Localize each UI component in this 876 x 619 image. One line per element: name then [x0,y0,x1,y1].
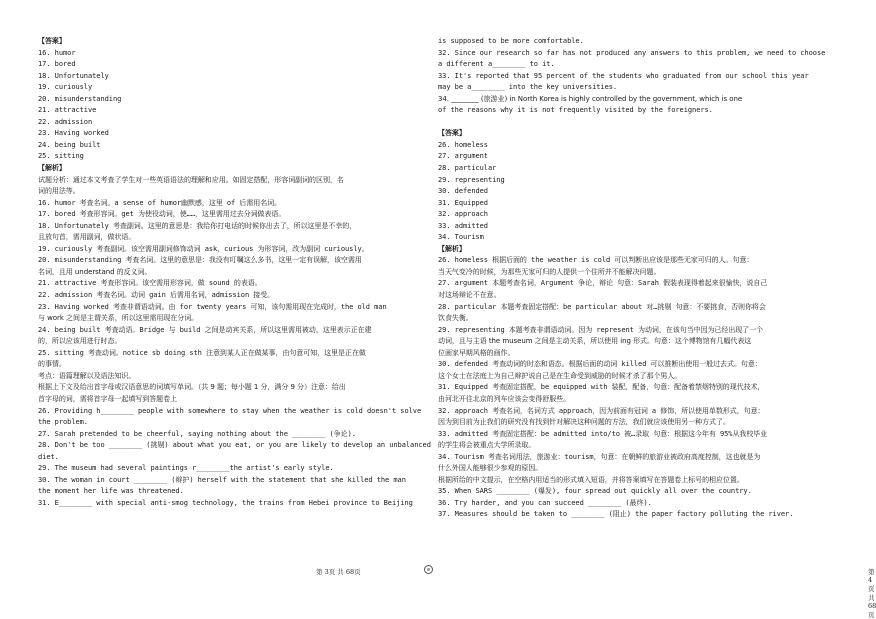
text-line [438,117,836,129]
text-line: 28. Don't be too ________ (挑剔) about what you eat, or you are likely to develop an unbalanced [38,441,431,450]
text-line: 27. argument [438,152,488,161]
text-line: 24. being built [38,140,101,149]
text-line: 的事情。 [38,360,66,369]
text-line: 27. argument 本题考查名词，Argument 争论，辩论 句意：Sarah 假装表现得着起来很愉快，说自己 [438,279,768,288]
text-line: 16. humor 考查名词。a sense of humor幽默感，这里 of 后需用名词。 [38,198,282,207]
text-line: 26. Providing h________ people with somewhere to stay when the weather is cold doesn't solve [38,406,422,415]
text-line: 34. Tourism 考查名词用法，旅游业：tourism，句意：在朝鲜的旅游业被政府高度控制，这也就是为 [438,452,761,461]
text-line: 由河北开往北京的列车应该会变得舒服些。 [438,394,571,403]
text-line: 20. misunderstanding [38,94,122,103]
text-line: 29. representing [438,175,505,184]
text-line: 17. bored [38,60,76,69]
text-line: 24. being built 考查动语。Bridge 与 build 之间是动宾关系，所以这里需用被动，这里表示正在建 [38,325,372,334]
text-line: 位画家早期风格的画作。 [438,348,515,357]
text-line: the problem. [38,418,88,427]
text-line: 名词，且用 understand 的反义词。 [38,267,152,276]
text-line: 【解析】 [438,244,466,253]
text-line: of the reasons why it is not frequently visited by the foreigners. [438,106,713,115]
text-line: 19. curiously [38,83,93,92]
text-line: 动词，且与主语 the museum 之间是主动关系，所以使用 ing 形式。句意：这个博物馆有几幅代表这 [438,337,752,346]
text-line: 28. particular 本题考查固定搭配：be particular about 对…挑剔 句意：不要挑食，否则你将会 [438,302,766,311]
text-line: 22. admission 考查名词。动词 gain 后需用名词，admission 接受。 [38,291,275,300]
text-line: 32. approach [438,210,488,219]
text-line: 21. attractive 考查形容词。该空需用形容词，做 sound 的表语。 [38,279,262,288]
text-line: 19. curiously 考查副词。该空需用副词修饰动词 ask，curious 为形容词，改为副词 curiously。 [38,244,369,253]
text-line: 词的用法等。 [38,187,80,196]
text-line: 饮食失衡。 [438,314,473,323]
text-line: is supposed to be more comfortable. [438,37,584,45]
text-line: 根据所给的中文提示，在空格内用适当的形式填入短语，并将答案填写在答题卷上标号的相应位置。 [438,475,744,484]
text-line: 18. Unfortunately 考查副词。这里的意思是：我给你打电话的时候你出去了，所以这里是不幸的， [38,221,357,230]
text-line: a different a________ to it. [438,60,555,69]
text-line: 33. admitted [438,221,488,230]
text-line: 的学生将会被重点大学所录取。 [438,441,536,450]
text-line: 37. Measures should be taken to ________ (阻止) the paper factory polluting the river. [438,510,794,519]
text-line: 20. misunderstanding 考查名词。这里的意思是：我没有叮嘱这么多书，这里一定有误解，该空需用 [38,256,362,265]
text-line: diet. [38,452,59,461]
text-line: 17. bored 考查形容词。get 为使役动词，使……，这里需用过去分词做表语。 [38,210,286,219]
text-line: 首字母的词，需将首字母一起填写到答题卷上 [38,394,177,403]
text-line: 35. When SARS ________ (爆发), four spread out quickly all over the country. [438,487,752,496]
text-line: 36. Try harder, and you can succeed ________ (最终). [438,498,652,507]
left-page-footer: 第 3页 共 68页 [316,568,361,576]
text-line: 【答案】 [38,37,66,45]
text-line: 29. representing 本题考查非谓语动词。因为 represent 为动词，在该句当中因为已经出现了一个 [438,325,764,334]
text-line: 30. defended [438,187,488,196]
text-line: 什么外国人能够很少参观的原因。 [438,464,543,473]
text-line: the moment her life was threatened. [38,487,184,496]
text-line: 25. sitting [38,152,84,161]
text-line: 试题分析：通过本文考查了学生对一些英语语法的理解和应用。如固定搭配，形容词副词的区别，名 [38,175,344,184]
text-line: 的，所以应该用进行时态。 [38,337,122,346]
text-line: 23. Having worked [38,129,109,138]
text-line: 25. sitting 考查动词。notice sb doing sth 注意到某人正在做某事，由句意可知，这里是正在做 [38,348,366,357]
right-page [430,0,876,619]
text-line: 31. Equipped 考查固定搭配，be equipped with 装配，配备，句意：配备着禁烟特别的现代技术， [438,383,765,392]
text-line: 34. ________ (旅游业) in North Korea is highly controlled by the government, which is one [438,94,743,103]
text-line: 31. E________ with special anti-smog technology, the trains from Hebei province to Beijing [38,498,413,507]
text-line: 31. Equipped [438,198,488,207]
text-line: 与 work 之间是主谓关系，所以这里需用现在分词。 [38,314,199,323]
text-line: 32. Since our research so far has not produced any answers to this problem, we need to choose [438,48,826,57]
text-line: 28. particular [438,164,497,173]
right-page-footer: 第 4页 共 68页 [868,568,876,619]
text-line: 且放句首，需用副词，做状语。 [38,233,136,242]
text-line: 30. The woman in court ________ (辩护) herself with the statement that she killed the man [38,475,406,484]
text-line: 33. admitted 考查固定搭配：be admitted into/to 被…录取 句意：根据这今年有 95%从我校毕业 [438,429,768,438]
text-line: 18. Unfortunately [38,71,109,80]
text-line: may be a________ into the key universities. [438,83,618,92]
text-line: 当天气变冷的时候，为那些无家可归的人提供一个住所并不能解决问题。 [438,267,661,276]
text-line: 34. Tourism [438,233,484,242]
text-line: 30. defended 考查动词的时态和语态。根据后面的动词 killed 可以推断出使用一般过去式。句意： [438,360,762,369]
text-line: 22. admission [38,117,93,126]
text-line: 考点：语篇理解以及语法知识。 [38,371,136,380]
text-line: 26. homeless [438,140,488,149]
text-line: 这个女士在法庭上为自己辩护说自己是在生命受到威胁的时候才杀了那个男人。 [438,371,682,380]
text-line: 对这场辩论不在意。 [438,291,501,300]
text-line: 21. attractive [38,106,97,115]
right-page-content [438,36,836,521]
text-line: 23. Having worked 考查非谓语动词。由 for twenty years 可知，该句需用现在完成时，the old man [38,302,387,311]
text-line: 根据上下文及给出首字母或汉语意思的词填写单词。（共 9 题；每小题 1 分，满分 9 分）注意：给出 [38,383,346,392]
text-line: 【答案】 [438,129,466,138]
text-line: 26. homeless 根据后面的 the weather is cold 可以判断出应该是那些无家可归的人。句意： [438,256,754,265]
text-line: 16. humor [38,48,76,57]
text-line: 32. approach 考查名词，名词方式 approach，因为前面有冠词 a 修饰，所以使用单数形式，句意： [438,406,765,415]
left-page-content [38,36,431,509]
text-line: 【解析】 [38,164,66,173]
text-line: 因为到目前为止我们的研究没有找到针对解决这种问题的方法，我们就应该使用另一种方式了。 [438,418,730,427]
text-line: 27. Sarah pretended to be cheerful, saying nothing about the ________ (争论). [38,429,356,438]
text-line: 33. It's reported that 95 percent of the students who graduated from our school this year [438,71,809,80]
left-page [0,0,430,596]
text-line: 29. The museum had several paintings r________the artist's early style. [38,464,334,473]
